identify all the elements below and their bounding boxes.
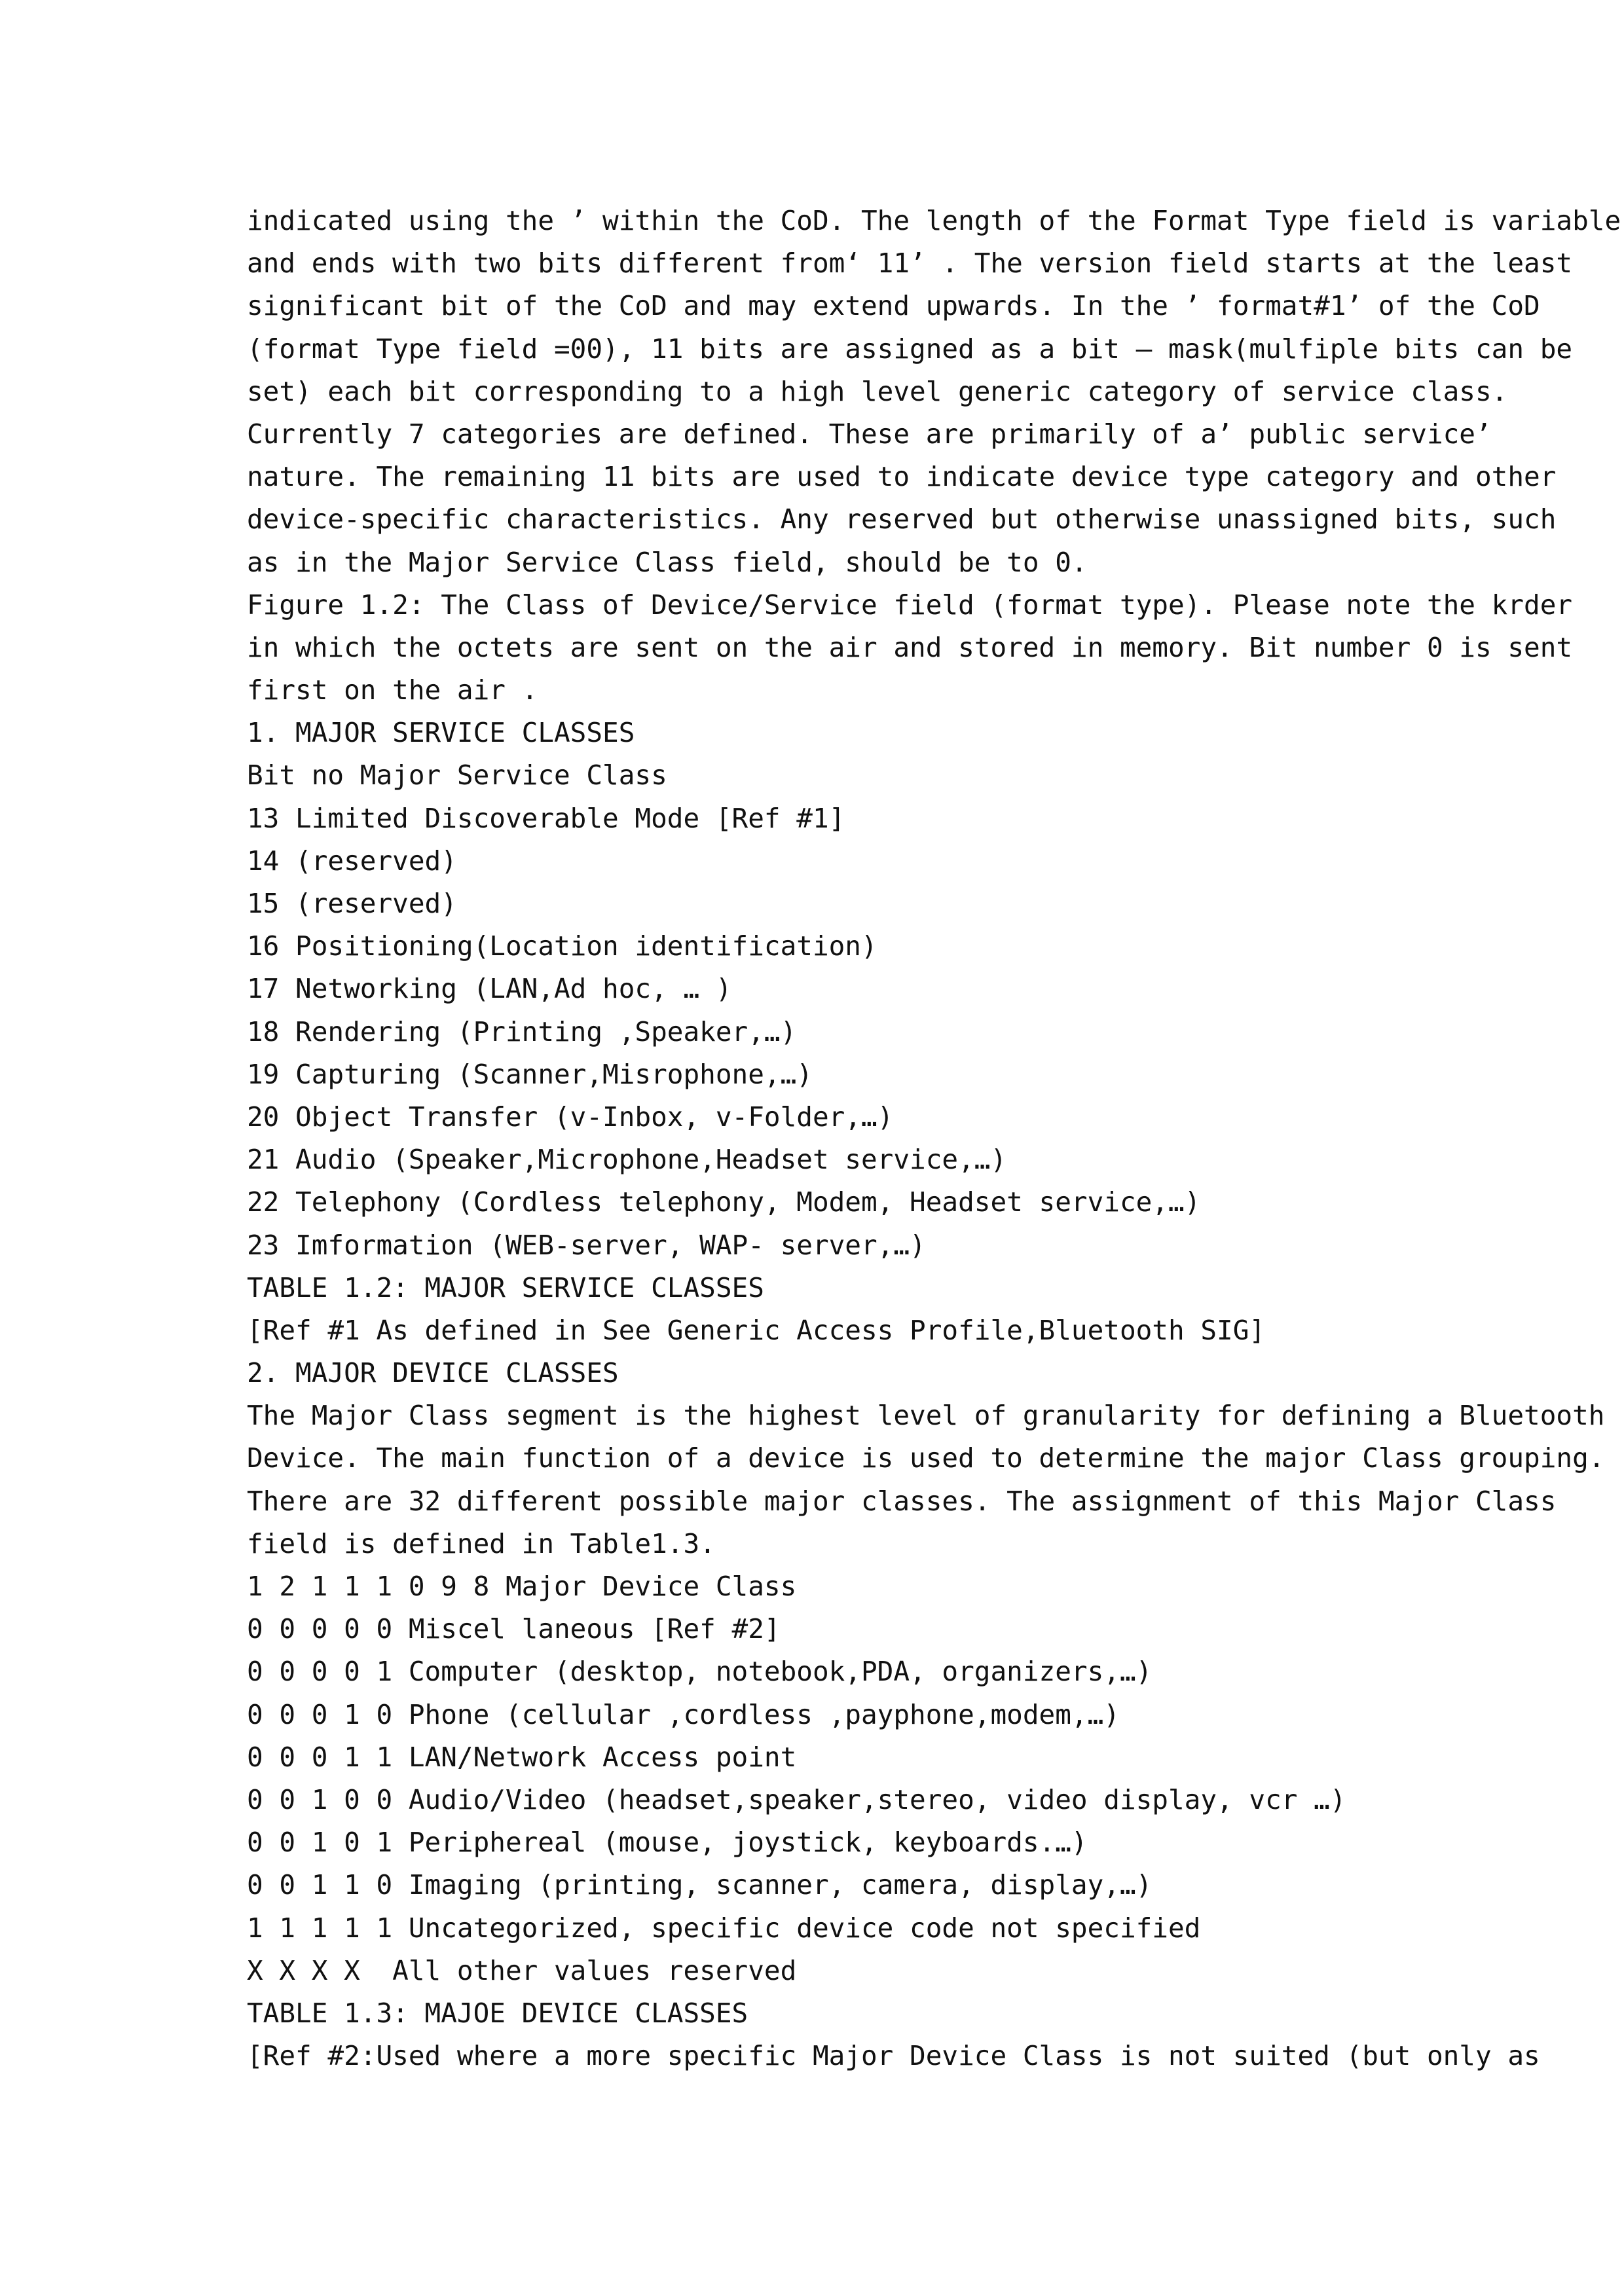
table-row: 0 0 1 0 1 Periphereal (mouse, joystick, keyboards.…) [247, 1827, 1088, 1859]
text-line: significant bit of the CoD and may extend upwards. In the ’ format#1’ of the CoD [247, 290, 1540, 322]
section-heading: 1. MAJOR SERVICE CLASSES [247, 717, 635, 749]
text-line: There are 32 different possible major classes. The assignment of this Major Class [247, 1485, 1557, 1517]
table-row: 18 Rendering (Printing ,Speaker,…) [247, 1015, 797, 1048]
text-line: Currently 7 categories are defined. These are primarily of a’ public service’ [247, 418, 1492, 450]
text-line: indicated using the ’ within the CoD. The length of the Format Type field is variable [247, 205, 1621, 236]
table-row: 15 (reserved) [247, 888, 457, 919]
text-line: (format Type field =00), 11 bits are assigned as a bit – mask(mulfiple bits can be [247, 333, 1573, 365]
figure-caption: Figure 1.2: The Class of Device/Service field (format type). Please note the krder [247, 589, 1573, 621]
text-line: The Major Class segment is the highest level of granularity for defining a Bluetooth [247, 1400, 1605, 1432]
table-row: 0 0 1 1 0 Imaging (printing, scanner, camera, display,…) [247, 1869, 1153, 1901]
table-row: 0 0 0 1 0 Phone (cellular ,cordless ,payphone,modem,…) [247, 1698, 1120, 1730]
table-caption: TABLE 1.3: MAJOE DEVICE CLASSES [247, 1997, 748, 2029]
text-line: in which the octets are sent on the air and stored in memory. Bit number 0 is sent [247, 631, 1573, 663]
table-header: Bit no Major Service Class [247, 759, 667, 792]
table-row: 21 Audio (Speaker,Microphone,Headset service,…) [247, 1144, 1007, 1176]
text-line: nature. The remaining 11 bits are used to indicate device type category and other [247, 461, 1557, 493]
text-line: and ends with two bits different from‘ 11’ . The version field starts at the least [247, 247, 1573, 280]
table-row: 20 Object Transfer (v-Inbox, v-Folder,…) [247, 1101, 894, 1133]
table-row: 14 (reserved) [247, 845, 457, 877]
text-line: Device. The main function of a device is used to determine the major Class grouping. [247, 1442, 1605, 1474]
table-row: 19 Capturing (Scanner,Misrophone,…) [247, 1058, 813, 1090]
reference-note: [Ref #1 As defined in See Generic Access Profile,Bluetooth SIG] [247, 1314, 1266, 1346]
reference-note: [Ref #2:Used where a more specific Major Device Class is not suited (but only as [247, 2040, 1540, 2072]
table-row: 23 Imformation (WEB-server, WAP- server,…) [247, 1229, 926, 1261]
table-caption: TABLE 1.2: MAJOR SERVICE CLASSES [247, 1271, 764, 1303]
table-row: 16 Positioning(Location identification) [247, 930, 877, 962]
text-line: first on the air . [247, 674, 538, 706]
document-page [247, 200, 1621, 2077]
text-line: set) each bit corresponding to a high level generic category of service class. [247, 375, 1508, 407]
table-row: 13 Limited Discoverable Mode [Ref #1] [247, 802, 845, 834]
table-row: 0 0 0 0 1 Computer (desktop, notebook,PDA, organizers,…) [247, 1656, 1153, 1688]
table-row: 22 Telephony (Cordless telephony, Modem, Headset service,…) [247, 1186, 1201, 1218]
table-row: 1 1 1 1 1 Uncategorized, specific device code not specified [247, 1912, 1201, 1944]
section-heading: 2. MAJOR DEVICE CLASSES [247, 1357, 619, 1389]
text-line: field is defined in Table1.3. [247, 1527, 716, 1559]
table-row: 17 Networking (LAN,Ad hoc, … ) [247, 973, 732, 1005]
table-header: 1 2 1 1 1 0 9 8 Major Device Class [247, 1571, 797, 1602]
table-row: X X X X All other values reserved [247, 1954, 797, 1986]
table-row: 0 0 1 0 0 Audio/Video (headset,speaker,stereo, video display, vcr …) [247, 1783, 1346, 1815]
text-line: device-specific characteristics. Any reserved but otherwise unassigned bits, such [247, 503, 1557, 536]
text-line: as in the Major Service Class field, should be to 0. [247, 546, 1088, 578]
table-row: 0 0 0 1 1 LAN/Network Access point [247, 1741, 797, 1773]
table-row: 0 0 0 0 0 Miscel laneous [Ref #2] [247, 1613, 781, 1645]
